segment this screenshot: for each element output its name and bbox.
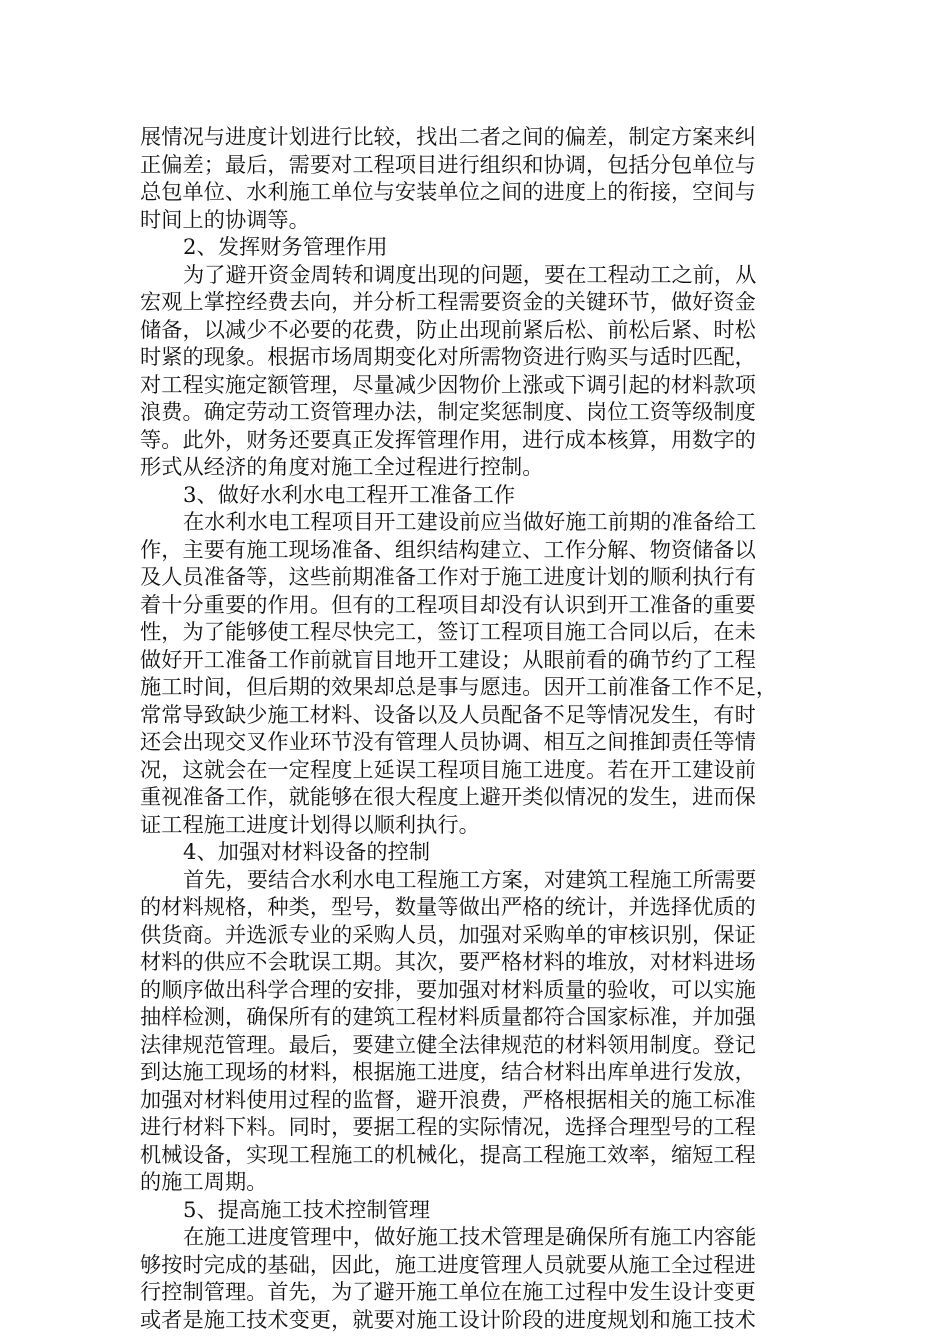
text-line: 4、加强对材料设备的控制 [183,839,431,864]
text-line: 作，主要有施工现场准备、组织结构建立、工作分解、物资储备以 [140,536,756,562]
text-line: 抽样检测，确保所有的建筑工程材料质量都符合国家标准，并加强 [140,1004,756,1029]
text-line: 宏观上掌控经费去向，并分析工程需要资金的关键环节，做好资金 [140,289,756,314]
text-line: 着十分重要的作用。但有的工程项目却没有认识到开工准备的重要 [140,591,756,617]
text-line: 进行材料下料。同时，要据工程的实际情况，选择合理型号的工程 [140,1114,756,1139]
text-line: 的材料规格，种类，型号，数量等做出严格的统计，并选择优质的 [140,894,756,919]
text-line: 够按时完成的基础，因此，施工进度管理人员就要从施工全过程进 [140,1251,756,1277]
text-line: 的施工周期。 [140,1169,268,1194]
text-line: 首先，要结合水利水电工程施工方案，对建筑工程施工所需要 [183,866,757,892]
text-line: 加强对材料使用过程的监督，避开浪费，严格根据相关的施工标准 [140,1086,756,1112]
text-line: 况，这就会在一定程度上延误工程项目施工进度。若在开工建设前 [140,756,756,782]
text-line: 为了避开资金周转和调度出现的问题，要在工程动工之前，从 [183,261,757,287]
text-line: 证工程施工进度计划得以顺利执行。 [140,811,480,837]
text-line: 2、发挥财务管理作用 [183,234,388,259]
text-line: 或者是施工技术变更，就要对施工设计阶段的进度规划和施工技术 [140,1306,756,1332]
text-line: 供货商。并选派专业的采购人员，加强对采购单的审核识别，保证 [140,921,756,947]
document-page [140,123,812,1333]
text-line: 法律规范管理。最后，要建立健全法律规范的材料领用制度。登记 [140,1031,756,1057]
text-line: 等。此外，财务还要真正发挥管理作用，进行成本核算，用数字的 [140,426,756,452]
text-line: 机械设备，实现工程施工的机械化，提高工程施工效率，缩短工程 [140,1141,756,1167]
text-line: 在水利水电工程项目开工建设前应当做好施工前期的准备给工 [183,509,757,534]
text-line: 3、做好水利水电工程开工准备工作 [183,481,516,507]
text-line: 总包单位、水利施工单位与安装单位之间的进度上的衔接，空间与 [140,179,756,204]
text-line: 施工时间，但后期的效果却总是事与愿违。因开工前准备工作不足， [140,674,778,699]
text-line: 到达施工现场的材料，根据施工进度，结合材料出库单进行发放， [140,1059,756,1084]
text-line: 浪费。确定劳动工资管理办法，制定奖惩制度、岗位工资等级制度 [140,399,756,424]
text-line: 及人员准备等，这些前期准备工作对于施工进度计划的顺利执行有 [140,564,756,589]
text-line: 对工程实施定额管理，尽量减少因物价上涨或下调引起的材料款项 [140,371,756,397]
text-line: 储备，以减少不必要的花费，防止出现前紧后松、前松后紧、时松 [140,316,756,342]
text-line: 行控制管理。首先，为了避开施工单位在施工过程中发生设计变更 [140,1279,756,1304]
text-line: 做好开工准备工作前就盲目地开工建设；从眼前看的确节约了工程 [140,646,756,672]
text-line: 还会出现交叉作业环节没有管理人员协调、相互之间推卸责任等情 [140,729,756,754]
text-line: 在施工进度管理中，做好施工技术管理是确保所有施工内容能 [183,1224,757,1249]
text-line: 常常导致缺少施工材料、设备以及人员配备不足等情况发生，有时 [140,701,756,727]
text-line: 的顺序做出科学合理的安排，要加强对材料质量的验收，可以实施 [140,976,756,1002]
text-line: 时间上的协调等。 [140,206,310,232]
text-line: 重视准备工作，就能够在很大程度上避开类似情况的发生，进而保 [140,784,756,809]
text-line: 材料的供应不会耽误工期。其次，要严格材料的堆放，对材料进场 [140,949,756,974]
text-line: 正偏差；最后，需要对工程项目进行组织和协调，包括分包单位与 [140,151,756,177]
text-line: 展情况与进度计划进行比较，找出二者之间的偏差，制定方案来纠 [140,124,756,149]
text-line: 时紧的现象。根据市场周期变化对所需物资进行购买与适时匹配， [140,344,756,369]
text-line: 5、提高施工技术控制管理 [183,1196,431,1222]
text-line: 性，为了能够使工程尽快完工，签订工程项目施工合同以后，在未 [140,619,756,644]
text-line: 形式从经济的角度对施工全过程进行控制。 [140,454,544,479]
